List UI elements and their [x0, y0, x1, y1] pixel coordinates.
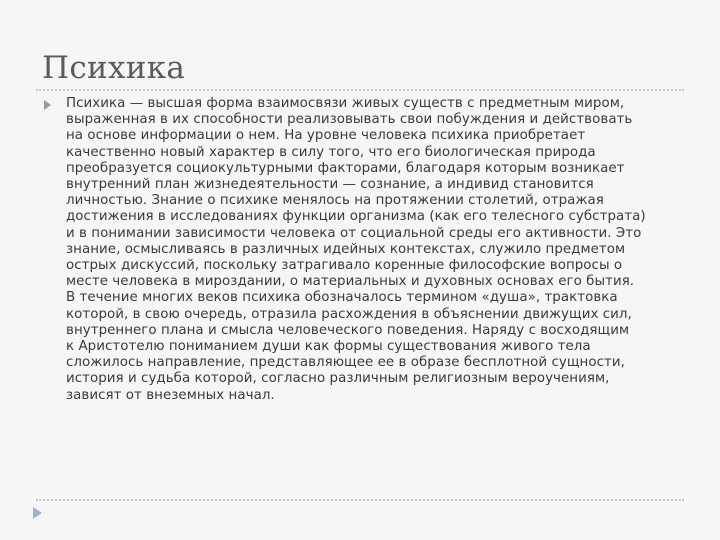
- bullet-text: Психика — высшая форма взаимосвязи живых существ с предметным миром, выраженная в их способности реализовывать свои побуждения и действовать на основе информации о нем. На уровне человека психика приобретает качественно новый характер в силу того, что его биологическая природа преобразуется социокультурными факторами, благодаря которым возникает внутренний план жизнедеятельности — сознание, а индивид становится личностью. Знание о психике менялось на протяжении столетий, отражая достижения в исследованиях функции организма (как его телесного субстрата) и в понимании зависимости человека от социальной среды его активности. Это знание, осмысливаясь в различных идейных контекстах, служило предметом острых дискуссий, поскольку затрагивало коренные философские вопросы о месте человека в мироздании, о материальных и духовных основах его бытия. В течение многих веков психика обозначалось термином «душа», трактовка которой, в свою очередь, отразила расхождения в объяснении движущих сил, внутреннего плана и смысла человеческого поведения. Наряду с восходящим к Аристотелю пониманием души как формы существования живого тела сложилось направление, представляющее ее в образе бесплотной сущности, история и судьба которой, согласно различным религиозным вероучениям, зависят от внеземных начал.: [66, 96, 646, 403]
- slide-title: Психика: [42, 50, 186, 86]
- triangle-bullet-icon: [44, 100, 51, 110]
- triangle-nav-icon[interactable]: [33, 507, 42, 519]
- title-divider: [36, 89, 684, 91]
- footer-divider: [36, 499, 684, 501]
